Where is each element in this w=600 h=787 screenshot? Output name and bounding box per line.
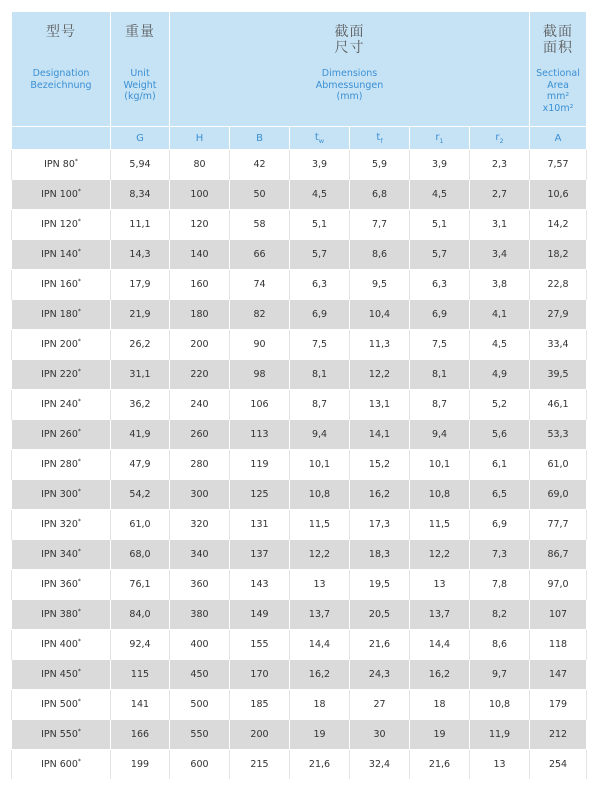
cell-a: 97,0 [530,570,587,600]
cell-r2: 4,9 [470,360,530,390]
cell-b: 58 [230,210,290,240]
cell-r1: 14,4 [410,630,470,660]
cell-tf: 19,5 [350,570,410,600]
cell-h: 600 [170,750,230,780]
cell-r1: 12,2 [410,540,470,570]
cell-h: 320 [170,510,230,540]
cell-h: 300 [170,480,230,510]
cell-b: 170 [230,660,290,690]
cell-tf: 20,5 [350,600,410,630]
cell-tf: 21,6 [350,630,410,660]
cell-a: 39,5 [530,360,587,390]
cell-a: 46,1 [530,390,587,420]
symbol-r2: $r_2$ [470,127,530,150]
designation-cn: 型号 [46,24,76,40]
cell-r2: 7,3 [470,540,530,570]
cell-h: 550 [170,720,230,750]
table-row [12,240,587,270]
cell-g: 21,9 [111,300,170,330]
cell-h: 450 [170,660,230,690]
symbol-blank [12,127,111,150]
cell-tf: 5,9 [350,150,410,180]
cell-r2: 6,5 [470,480,530,510]
symbol-b: B [230,127,290,150]
cell-r2: 9,7 [470,660,530,690]
cell-g: 54,2 [111,480,170,510]
cell-tw: 9,4 [290,420,350,450]
table-row [12,540,587,570]
cell-tw: 11,5 [290,510,350,540]
symbol-tw: $t_w$ [290,127,350,150]
cell-a: 33,4 [530,330,587,360]
cell-tf: 32,4 [350,750,410,780]
cell-b: 66 [230,240,290,270]
cell-g: 92,4 [111,630,170,660]
table-row [12,390,587,420]
cell-r1: 5,7 [410,240,470,270]
cell-r2: 7,8 [470,570,530,600]
designation-de: Bezeichnung [30,79,92,91]
cell-b: 200 [230,720,290,750]
dimensions-de: Abmessungen [315,79,384,91]
cell-r2: 13 [470,750,530,780]
table-row [12,630,587,660]
designation-cell: IPN 100* [12,180,111,210]
cell-b: 119 [230,450,290,480]
cell-g: 41,9 [111,420,170,450]
cell-tw: 8,7 [290,390,350,420]
cell-b: 90 [230,330,290,360]
cell-a: 86,7 [530,540,587,570]
cell-b: 185 [230,690,290,720]
cell-r2: 2,7 [470,180,530,210]
cell-tw: 21,6 [290,750,350,780]
cell-r1: 8,1 [410,360,470,390]
table-row [12,450,587,480]
cell-tf: 13,1 [350,390,410,420]
cell-h: 200 [170,330,230,360]
cell-r1: 18 [410,690,470,720]
cell-tf: 16,2 [350,480,410,510]
dimensions-unit: (mm) [336,91,363,102]
cell-tf: 6,8 [350,180,410,210]
table-row [12,270,587,300]
cell-h: 260 [170,420,230,450]
cell-tw: 7,5 [290,330,350,360]
cell-tw: 6,3 [290,270,350,300]
dimensions-cn-2: 尺寸 [334,40,365,56]
cell-r1: 21,6 [410,750,470,780]
cell-r2: 8,6 [470,630,530,660]
cell-g: 26,2 [111,330,170,360]
symbol-tf: $t_f$ [350,127,410,150]
dimensions-header [170,12,530,127]
designation-cell: IPN 300* [12,480,111,510]
cell-a: 18,2 [530,240,587,270]
table-row [12,480,587,510]
cell-tw: 13,7 [290,600,350,630]
table-row [12,300,587,330]
designation-cell: IPN 80* [12,150,111,180]
designation-cell: IPN 220* [12,360,111,390]
cell-a: 22,8 [530,270,587,300]
unit-weight-header [111,12,170,127]
cell-h: 360 [170,570,230,600]
sectional-area-en: Sectional [536,68,580,79]
cell-r2: 3,8 [470,270,530,300]
cell-h: 280 [170,450,230,480]
cell-b: 98 [230,360,290,390]
cell-tw: 5,7 [290,240,350,270]
cell-r1: 10,1 [410,450,470,480]
cell-b: 131 [230,510,290,540]
sectional-area-unit-1: mm² [546,91,570,102]
cell-tw: 6,9 [290,300,350,330]
cell-r1: 11,5 [410,510,470,540]
cell-b: 50 [230,180,290,210]
cell-a: 7,57 [530,150,587,180]
cell-r1: 16,2 [410,660,470,690]
table-row [12,600,587,630]
cell-g: 14,3 [111,240,170,270]
cell-tf: 8,6 [350,240,410,270]
cell-h: 80 [170,150,230,180]
designation-header [12,12,111,127]
cell-g: 5,94 [111,150,170,180]
cell-tw: 3,9 [290,150,350,180]
cell-tw: 19 [290,720,350,750]
sectional-area-header [530,12,587,127]
sectional-area-cn-2: 面积 [543,40,574,56]
cell-tf: 10,4 [350,300,410,330]
cell-tw: 12,2 [290,540,350,570]
cell-a: 27,9 [530,300,587,330]
cell-a: 10,6 [530,180,587,210]
designation-cell: IPN 200* [12,330,111,360]
cell-tw: 4,5 [290,180,350,210]
cell-r1: 5,1 [410,210,470,240]
cell-tf: 18,3 [350,540,410,570]
cell-tf: 27 [350,690,410,720]
cell-g: 68,0 [111,540,170,570]
symbol-h: H [170,127,230,150]
cell-r2: 4,5 [470,330,530,360]
cell-a: 212 [530,720,587,750]
cell-a: 14,2 [530,210,587,240]
cell-h: 160 [170,270,230,300]
cell-b: 113 [230,420,290,450]
cell-r2: 10,8 [470,690,530,720]
cell-g: 31,1 [111,360,170,390]
cell-g: 84,0 [111,600,170,630]
cell-b: 42 [230,150,290,180]
designation-cell: IPN 380* [12,600,111,630]
cell-g: 115 [111,660,170,690]
table-row [12,720,587,750]
table-row [12,150,587,180]
unit-weight-cn: 重量 [125,24,155,40]
cell-a: 61,0 [530,450,587,480]
cell-h: 500 [170,690,230,720]
symbol-r1: $r_1$ [410,127,470,150]
cell-h: 240 [170,390,230,420]
cell-h: 400 [170,630,230,660]
cell-h: 220 [170,360,230,390]
cell-g: 76,1 [111,570,170,600]
designation-cell: IPN 500* [12,690,111,720]
table-row [12,750,587,780]
cell-r1: 4,5 [410,180,470,210]
cell-b: 215 [230,750,290,780]
cell-h: 120 [170,210,230,240]
cell-tw: 5,1 [290,210,350,240]
cell-tw: 16,2 [290,660,350,690]
table-row [12,690,587,720]
cell-tf: 7,7 [350,210,410,240]
ipn-profile-table [11,11,587,779]
symbol-row [12,127,587,150]
cell-b: 106 [230,390,290,420]
cell-r2: 2,3 [470,150,530,180]
cell-r1: 13,7 [410,600,470,630]
designation-cell: IPN 120* [12,210,111,240]
cell-a: 179 [530,690,587,720]
cell-b: 74 [230,270,290,300]
cell-g: 141 [111,690,170,720]
cell-b: 143 [230,570,290,600]
table-row [12,330,587,360]
cell-r1: 19 [410,720,470,750]
cell-g: 17,9 [111,270,170,300]
cell-r1: 10,8 [410,480,470,510]
sectional-area-unit-2: x10m² [542,102,574,114]
cell-g: 166 [111,720,170,750]
cell-b: 125 [230,480,290,510]
cell-r2: 4,1 [470,300,530,330]
cell-g: 36,2 [111,390,170,420]
table-header [12,12,587,150]
cell-a: 118 [530,630,587,660]
symbol-a: A [530,127,587,150]
cell-r2: 3,4 [470,240,530,270]
designation-cell: IPN 400* [12,630,111,660]
table-row [12,360,587,390]
sectional-area-en-2: Area [547,79,569,91]
cell-tf: 11,3 [350,330,410,360]
cell-a: 53,3 [530,420,587,450]
cell-h: 180 [170,300,230,330]
cell-r1: 6,3 [410,270,470,300]
cell-g: 61,0 [111,510,170,540]
cell-r2: 3,1 [470,210,530,240]
cell-r1: 7,5 [410,330,470,360]
designation-cell: IPN 260* [12,420,111,450]
cell-g: 47,9 [111,450,170,480]
cell-r2: 5,2 [470,390,530,420]
table-row [12,180,587,210]
cell-tf: 12,2 [350,360,410,390]
cell-r2: 5,6 [470,420,530,450]
designation-cell: IPN 280* [12,450,111,480]
designation-cell: IPN 240* [12,390,111,420]
cell-tw: 18 [290,690,350,720]
cell-b: 82 [230,300,290,330]
dimensions-en: Dimensions [321,68,378,79]
cell-g: 11,1 [111,210,170,240]
cell-a: 254 [530,750,587,780]
table-row [12,510,587,540]
cell-h: 380 [170,600,230,630]
cell-tw: 13 [290,570,350,600]
cell-a: 69,0 [530,480,587,510]
designation-cell: IPN 600* [12,750,111,780]
symbol-g: G [111,127,170,150]
cell-r1: 6,9 [410,300,470,330]
cell-b: 149 [230,600,290,630]
designation-cell: IPN 140* [12,240,111,270]
cell-a: 107 [530,600,587,630]
cell-tf: 30 [350,720,410,750]
designation-cell: IPN 320* [12,510,111,540]
cell-r2: 8,2 [470,600,530,630]
designation-cell: IPN 160* [12,270,111,300]
cell-r1: 8,7 [410,390,470,420]
cell-h: 340 [170,540,230,570]
designation-cell: IPN 360* [12,570,111,600]
cell-r1: 3,9 [410,150,470,180]
cell-a: 77,7 [530,510,587,540]
dimensions-cn-1: 截面 [334,24,365,40]
cell-r1: 9,4 [410,420,470,450]
designation-cell: IPN 180* [12,300,111,330]
cell-r2: 11,9 [470,720,530,750]
cell-r2: 6,9 [470,510,530,540]
cell-h: 140 [170,240,230,270]
cell-b: 137 [230,540,290,570]
unit-weight-unit: (kg/m) [124,91,156,102]
cell-tw: 10,1 [290,450,350,480]
cell-tf: 24,3 [350,660,410,690]
table-row [12,210,587,240]
cell-b: 155 [230,630,290,660]
cell-tf: 9,5 [350,270,410,300]
unit-weight-en-unit: Unit [130,68,150,79]
cell-a: 147 [530,660,587,690]
unit-weight-en-weight: Weight [123,79,157,91]
cell-g: 8,34 [111,180,170,210]
designation-cell: IPN 340* [12,540,111,570]
cell-h: 100 [170,180,230,210]
sectional-area-cn-1: 截面 [543,24,574,40]
cell-tw: 10,8 [290,480,350,510]
designation-cell: IPN 550* [12,720,111,750]
cell-r1: 13 [410,570,470,600]
cell-tf: 17,3 [350,510,410,540]
designation-cell: IPN 450* [12,660,111,690]
table-row [12,660,587,690]
table-row [12,570,587,600]
cell-tw: 14,4 [290,630,350,660]
cell-tf: 15,2 [350,450,410,480]
table-body [12,150,587,780]
designation-en: Designation [32,68,90,79]
table-row [12,420,587,450]
cell-r2: 6,1 [470,450,530,480]
cell-tf: 14,1 [350,420,410,450]
cell-g: 199 [111,750,170,780]
cell-tw: 8,1 [290,360,350,390]
